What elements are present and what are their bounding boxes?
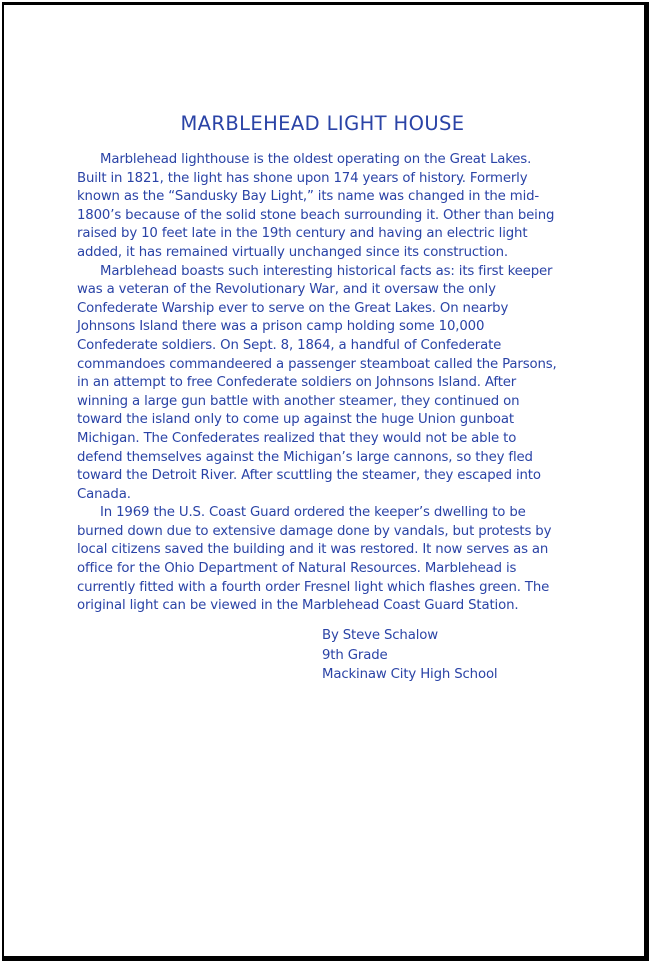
page-title: MARBLEHEAD LIGHT HOUSE: [180, 112, 465, 135]
byline-grade: 9th Grade: [322, 647, 388, 663]
byline-school: Mackinaw City High School: [322, 667, 498, 682]
byline: [322, 626, 497, 685]
byline-author: By Steve Schalow: [322, 628, 438, 643]
paragraph-civil-war: Marblehead boasts such interesting historical facts as: its first keeper was a veteran of the Revolutionary War, and it oversaw the only Confederate Warship ever to serve on the Great Lakes. On nearby Johnsons Island there was a prison camp holding some 10,000 Confederate soldiers. On Sept. 8, 1864, a handful of Confederate commandoes commandeered a passenger steamboat called the Parsons, in an attempt to free Confederate soldiers on Johnsons Island. After winning a large gun battle with another steamer, they continued on toward the island only to come up against the huge Union gunboat Michigan. The Confederates realized that they would not be able to defend themselves against the Michigan’s large cannons, so they fled toward the Detroit River. After scuttling the steamer, they escaped into Canada.: [77, 263, 557, 502]
paragraph-history: Marblehead lighthouse is the oldest operating on the Great Lakes. Built in 1821, the light has shone upon 174 years of history. Formerly known as the “Sandusky Bay Light,” its name was changed in the mid-1800’s because of the solid stone beach surrounding it. Other than being raised by 10 feet late in the 19th century and having an electric light added, it has remained virtually unchanged since its construction.: [77, 152, 555, 260]
paragraph-present-day: In 1969 the U.S. Coast Guard ordered the keeper’s dwelling to be burned down due to extensive damage done by vandals, but protests by local citizens saved the building and it was restored. It now serves as an office for the Ohio Department of Natural Resources. Marblehead is currently fitted with a fourth order Fresnel light which flashes green. The original light can be viewed in the Marblehead Coast Guard Station.: [77, 505, 552, 614]
article: [77, 112, 561, 616]
